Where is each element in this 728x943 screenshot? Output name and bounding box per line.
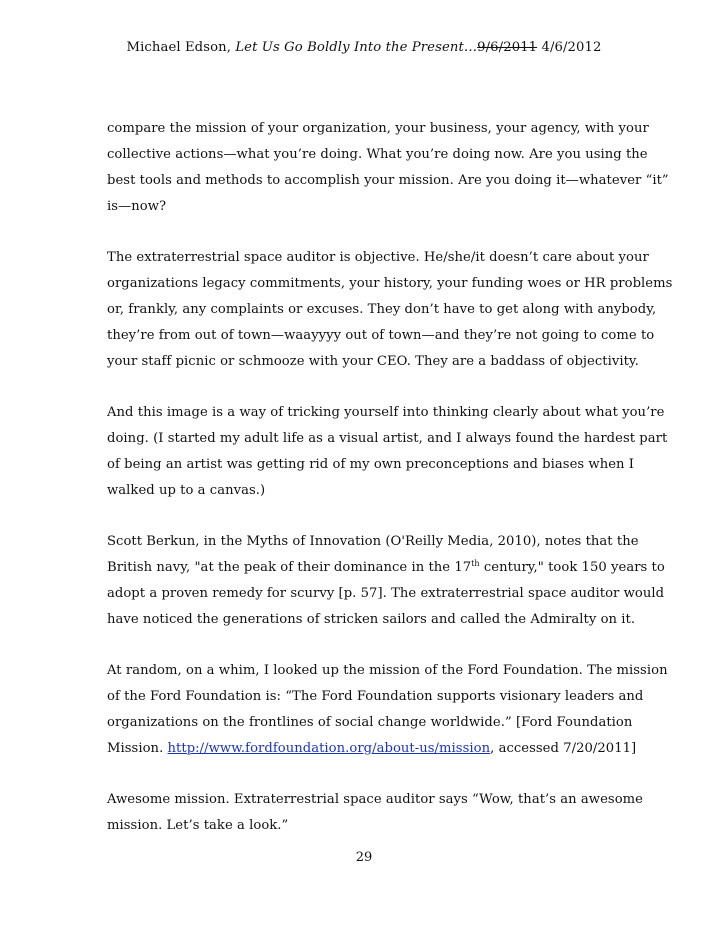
text-line — [107, 736, 637, 762]
ordinal-superscript: th — [471, 559, 480, 568]
text-line: Scott Berkun, in the Myths of Innovation (O'Reilly Media, 2010), notes that the — [107, 534, 639, 549]
paragraph-awesome-mission — [107, 787, 644, 839]
header-date: 4/6/2012 — [537, 40, 602, 55]
text-line: of being an artist was getting rid of my own preconceptions and biases when I — [107, 457, 635, 472]
text-line: And this image is a way of tricking yourself into thinking clearly about what you’re — [107, 405, 665, 420]
body-text — [107, 116, 673, 839]
paragraph-scott-berkun — [107, 529, 665, 633]
text-fragment: British navy, "at the peak of their dominance in the 17 — [107, 560, 472, 575]
text-line — [107, 555, 665, 581]
text-line: organizations on the frontlines of social change worldwide.” [Ford Foundation — [107, 715, 633, 730]
page-number: 29 — [355, 850, 373, 865]
paragraph-mission-comparison — [107, 116, 669, 220]
text-line: adopt a proven remedy for scurvy [p. 57]. The extraterrestrial space auditor would — [107, 586, 665, 601]
running-header — [0, 40, 728, 55]
text-fragment: century," took 150 years to — [479, 560, 665, 575]
text-line: At random, on a whim, I looked up the mission of the Ford Foundation. The mission — [107, 663, 668, 678]
text-fragment: , accessed 7/20/2011] — [490, 741, 637, 756]
text-line: is—now? — [107, 199, 167, 214]
text-line: walked up to a canvas.) — [107, 483, 266, 498]
text-line: of the Ford Foundation is: “The Ford Foundation supports visionary leaders and — [107, 689, 644, 704]
text-line: collective actions—what you’re doing. What you’re doing now. Are you using the — [107, 147, 648, 162]
text-line: compare the mission of your organization, your business, your agency, with your — [107, 121, 649, 136]
text-line: best tools and methods to accomplish your mission. Are you doing it—whatever “it” — [107, 173, 669, 188]
header-struck-date: 9/6/2011 — [477, 40, 538, 55]
text-line: or, frankly, any complaints or excuses. They don’t have to get along with anybody, — [107, 302, 657, 317]
text-line: doing. (I started my adult life as a visual artist, and I always found the hardest part — [107, 431, 668, 446]
header-author: Michael Edson, — [126, 40, 236, 55]
text-line: organizations legacy commitments, your history, your funding woes or HR problems — [107, 276, 673, 291]
text-line: your staff picnic or schmooze with your CEO. They are a baddass of objectivity. — [107, 354, 639, 369]
paragraph-image-trick — [107, 400, 668, 504]
text-line: have noticed the generations of stricken sailors and called the Admiralty on it. — [107, 612, 636, 627]
text-line: mission. Let’s take a look.” — [107, 818, 289, 833]
text-line: they’re from out of town—waayyyy out of town—and they’re not going to come to — [107, 328, 655, 343]
text-fragment: Mission. — [107, 741, 168, 756]
text-line: The extraterrestrial space auditor is objective. He/she/it doesn’t care about your — [107, 250, 649, 265]
paragraph-ford-foundation — [107, 658, 668, 762]
paragraph-auditor-objective — [107, 245, 673, 375]
ford-foundation-mission-link[interactable]: http://www.fordfoundation.org/about-us/mission — [167, 741, 491, 756]
text-line: Awesome mission. Extraterrestrial space auditor says “Wow, that’s an awesome — [107, 792, 644, 807]
header-title: Let Us Go Boldly Into the Present… — [235, 40, 478, 55]
